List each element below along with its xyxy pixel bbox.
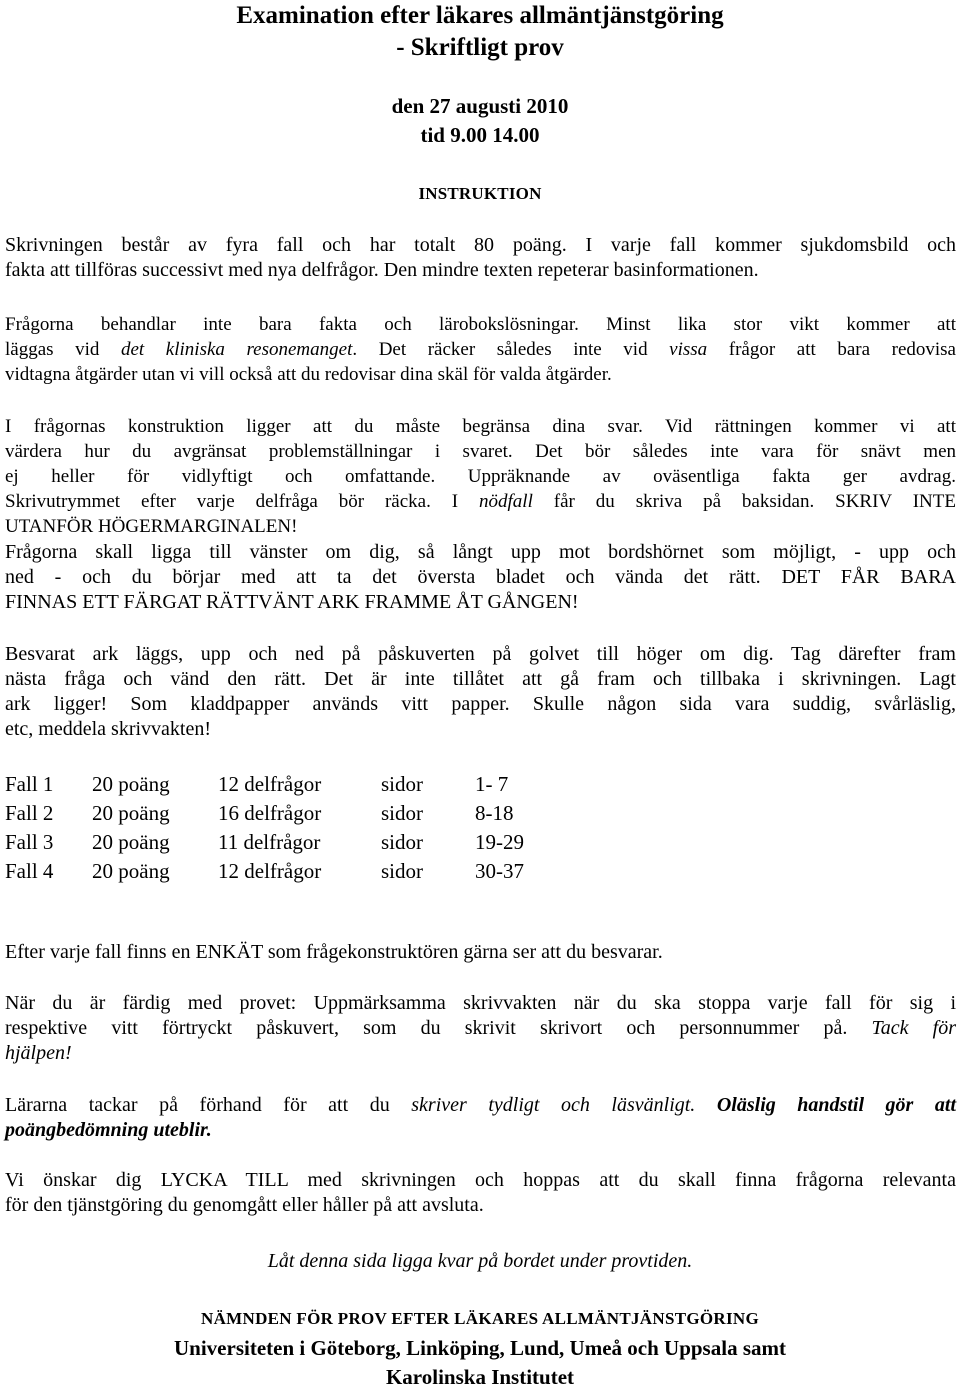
good-luck-paragraph bbox=[5, 1168, 956, 1218]
case-pages-label: sidor bbox=[381, 859, 423, 883]
committee-name: NÄMNDEN FÖR PROV EFTER LÄKARES ALLMÄNTJÄNSTGÖRING bbox=[201, 1309, 759, 1328]
reasoning-paragraph bbox=[5, 312, 956, 387]
finished-line-1: När du är färdig med provet: Uppmärksamma skrivvakten när du ska stoppa varje fall för sig i bbox=[5, 992, 956, 1014]
case-pages: 8-18 bbox=[475, 801, 514, 825]
teachers-warning: poängbedömning uteblir. bbox=[5, 1119, 212, 1141]
cases-table bbox=[5, 770, 555, 886]
construction-line-3: ej heller för vidlyftigt och omfattande. Uppräknande av oväsentliga fakta ger avdrag. bbox=[5, 466, 956, 487]
reasoning-line-3: vidtagna åtgärder utan vi vill också att du redovisar dina skäl för valda åtgärder. bbox=[5, 364, 612, 385]
teachers-line-1 bbox=[5, 1093, 956, 1118]
reasoning-line-1: Frågorna behandlar inte bara fakta och lärobokslösningar. Minst lika stor vikt kommer att bbox=[5, 314, 956, 335]
case-pages-label: sidor bbox=[381, 830, 423, 854]
exam-date-block bbox=[0, 92, 960, 150]
teachers-line-2 bbox=[5, 1118, 956, 1143]
construction-text: Skrivutrymmet efter varje delfråga bör räcka. I bbox=[5, 491, 480, 512]
keep-page-text: Låt denna sida ligga kvar på bordet under provtiden. bbox=[267, 1250, 693, 1272]
answered-line-1: Besvarat ark läggs, upp och ned på påskuverten på golvet till höger om dig. Tag därefter fram bbox=[5, 643, 956, 665]
construction-line-1: I frågornas konstruktion ligger att du måste begränsa dina svar. Vid rättningen kommer vi att bbox=[5, 416, 956, 437]
case-points: 20 poäng bbox=[92, 801, 170, 825]
reasoning-emphasis: det kliniska resonemanget bbox=[121, 339, 353, 360]
case-subquestions: 11 delfrågor bbox=[218, 830, 321, 854]
case-points: 20 poäng bbox=[92, 859, 170, 883]
good-luck-line-1: Vi önskar dig LYCKA TILL med skrivningen och hoppas att du skall finna frågorna relevanta bbox=[5, 1169, 956, 1191]
construction-paragraph bbox=[5, 414, 956, 539]
karolinska-line: Karolinska Institutet bbox=[385, 1365, 575, 1389]
intro-paragraph bbox=[5, 233, 956, 283]
intro-line-2: fakta att tillföras successivt med nya delfrågor. Den mindre texten repeterar basinformationen. bbox=[5, 259, 759, 281]
reasoning-text: läggas vid bbox=[5, 339, 121, 360]
answered-sheets-paragraph bbox=[5, 642, 956, 742]
document-title bbox=[0, 0, 960, 64]
construction-emphasis: nödfall bbox=[479, 491, 533, 512]
case-name: Fall 3 bbox=[5, 830, 54, 854]
case-pages-label: sidor bbox=[381, 801, 423, 825]
placement-paragraph bbox=[5, 540, 956, 615]
finished-emphasis: Tack för bbox=[871, 1017, 956, 1039]
case-name: Fall 4 bbox=[5, 859, 54, 883]
table-row bbox=[5, 828, 555, 857]
teachers-text: Lärarna tackar på förhand för att du bbox=[5, 1094, 412, 1116]
answered-line-2: nästa fråga och vänd den rätt. Det är inte tillåtet att gå fram och tillbaka i skrivningen. Lagt bbox=[5, 668, 956, 690]
instruction-heading: INSTRUKTION bbox=[418, 184, 542, 203]
table-row bbox=[5, 857, 555, 886]
title-line-1: Examination efter läkares allmäntjänstgöring bbox=[236, 2, 724, 29]
case-pages-label: sidor bbox=[381, 772, 423, 796]
case-points: 20 poäng bbox=[92, 772, 170, 796]
construction-line-5: UTANFÖR HÖGERMARGINALEN! bbox=[5, 516, 298, 537]
good-luck-line-2: för den tjänstgöring du genomgått eller håller på att avsluta. bbox=[5, 1194, 484, 1216]
exam-date: den 27 augusti 2010 bbox=[391, 94, 569, 118]
case-subquestions: 12 delfrågor bbox=[218, 859, 322, 883]
construction-text: får du skriva på baksidan. SKRIV INTE bbox=[532, 491, 956, 512]
table-row bbox=[5, 770, 555, 799]
title-line-2: - Skriftligt prov bbox=[396, 34, 564, 61]
exam-time: tid 9.00 14.00 bbox=[420, 123, 540, 147]
intro-line-1: Skrivningen består av fyra fall och har totalt 80 poäng. I varje fall kommer sjukdomsbild och bbox=[5, 234, 956, 256]
reasoning-text: . Det räcker således inte vid bbox=[352, 339, 670, 360]
placement-line-3: FINNAS ETT FÄRGAT RÄTTVÄNT ARK FRAMME ÅT GÅNGEN! bbox=[5, 591, 579, 613]
case-points: 20 poäng bbox=[92, 830, 170, 854]
case-name: Fall 1 bbox=[5, 772, 54, 796]
reasoning-line-2 bbox=[5, 337, 956, 362]
finished-emphasis: hjälpen! bbox=[5, 1042, 72, 1064]
finished-line-3 bbox=[5, 1041, 956, 1066]
answered-line-4: etc, meddela skrivvakten! bbox=[5, 718, 212, 740]
finished-text: respektive vitt förtryckt påskuvert, som du skrivit skrivort och personnummer på. bbox=[5, 1017, 872, 1039]
case-pages: 19-29 bbox=[475, 830, 524, 854]
finished-line-2 bbox=[5, 1016, 956, 1041]
teachers-emphasis: skriver tydligt och läsvänligt. bbox=[411, 1094, 696, 1116]
case-subquestions: 12 delfrågor bbox=[218, 772, 322, 796]
reasoning-text: frågor att bara redovisa bbox=[707, 339, 956, 360]
case-name: Fall 2 bbox=[5, 801, 54, 825]
construction-line-2: värdera hur du avgränsat problemställningar i svaret. Det bör således inte vara för snävt men bbox=[5, 441, 956, 462]
placement-line-2: ned - och du börjar med att ta det översta bladet och vända det rätt. DET FÅR BARA bbox=[5, 566, 956, 588]
placement-line-1: Frågorna skall ligga till vänster om dig, så långt upp mot bordshörnet som möjligt, - upp och bbox=[5, 541, 956, 563]
case-pages: 1- 7 bbox=[475, 772, 509, 796]
construction-line-4 bbox=[5, 489, 956, 514]
survey-paragraph: Efter varje fall finns en ENKÄT som frågekonstruktören gärna ser att du besvarar. bbox=[5, 941, 663, 963]
universities-line: Universiteten i Göteborg, Linköping, Lund, Umeå och Uppsala samt bbox=[174, 1336, 786, 1360]
teachers-warning: Oläslig handstil gör att bbox=[695, 1094, 957, 1116]
reasoning-emphasis: vissa bbox=[669, 339, 708, 360]
case-subquestions: 16 delfrågor bbox=[218, 801, 322, 825]
answered-line-3: ark ligger! Som kladdpapper används vitt papper. Skulle någon sida vara suddig, svårläslig, bbox=[5, 693, 956, 715]
table-row bbox=[5, 799, 555, 828]
universities-block bbox=[0, 1334, 960, 1392]
finished-paragraph bbox=[5, 991, 956, 1066]
teachers-paragraph bbox=[5, 1093, 956, 1143]
case-pages: 30-37 bbox=[475, 859, 524, 883]
keep-page-note bbox=[0, 1249, 960, 1274]
